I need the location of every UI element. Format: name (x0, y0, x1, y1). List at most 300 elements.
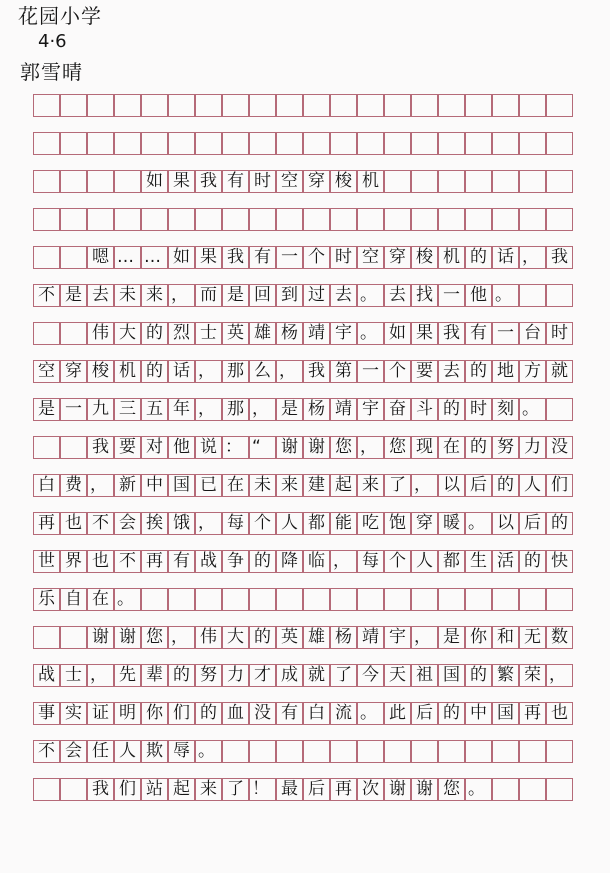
grid-cell: 谢 (303, 436, 330, 459)
grid-cell: ， (87, 474, 114, 497)
grid-cell: 成 (276, 664, 303, 687)
grid-cell: 们 (168, 702, 195, 725)
grid-cell: 英 (276, 626, 303, 649)
grid-row (33, 512, 573, 535)
grid-cell: 个 (249, 512, 276, 535)
grid-cell (114, 208, 141, 231)
grid-cell: 人 (411, 550, 438, 573)
grid-cell (141, 132, 168, 155)
grid-cell: 了 (222, 778, 249, 801)
grid-cell (303, 740, 330, 763)
grid-cell: 奋 (384, 398, 411, 421)
grid-cell (222, 740, 249, 763)
grid-cell: 那 (222, 398, 249, 421)
grid-cell: 荣 (519, 664, 546, 687)
grid-cell (330, 740, 357, 763)
grid-cell (465, 170, 492, 193)
grid-cell: 是 (438, 626, 465, 649)
grid-cell (249, 208, 276, 231)
grid-cell: 的 (195, 702, 222, 725)
grid-cell: 饱 (384, 512, 411, 535)
author-name: 郭雪晴 (20, 60, 83, 84)
grid-cell: 的 (141, 360, 168, 383)
grid-cell: 空 (357, 246, 384, 269)
grid-cell: 话 (168, 360, 195, 383)
grid-cell: 。 (357, 284, 384, 307)
grid-row (33, 436, 573, 459)
grid-cell (222, 208, 249, 231)
grid-cell: 的 (465, 664, 492, 687)
grid-cell: 时 (249, 170, 276, 193)
grid-cell: 在 (87, 588, 114, 611)
grid-cell: … (114, 246, 141, 269)
grid-cell (168, 132, 195, 155)
grid-cell (330, 588, 357, 611)
grid-cell: 乐 (33, 588, 60, 611)
grid-cell (195, 208, 222, 231)
grid-cell: 果 (168, 170, 195, 193)
grid-cell: 穿 (303, 170, 330, 193)
grid-cell: 以 (438, 474, 465, 497)
grid-cell: 有 (168, 550, 195, 573)
grid-cell: 白 (303, 702, 330, 725)
grid-cell: 的 (465, 436, 492, 459)
grid-row (33, 702, 573, 725)
grid-cell: 你 (465, 626, 492, 649)
grid-cell (438, 740, 465, 763)
grid-cell: 大 (222, 626, 249, 649)
grid-cell: 伟 (195, 626, 222, 649)
grid-cell: 不 (33, 740, 60, 763)
grid-cell: 也 (546, 702, 573, 725)
grid-cell: 明 (114, 702, 141, 725)
grid-cell (438, 94, 465, 117)
grid-cell (33, 778, 60, 801)
grid-cell: 士 (195, 322, 222, 345)
grid-cell: 起 (168, 778, 195, 801)
grid-row (33, 398, 573, 421)
grid-cell: … (141, 246, 168, 269)
grid-cell: 么 (249, 360, 276, 383)
grid-cell: 时 (465, 398, 492, 421)
grid-cell: 靖 (330, 398, 357, 421)
grid-cell (411, 170, 438, 193)
grid-cell: 杨 (330, 626, 357, 649)
grid-cell: 您 (384, 436, 411, 459)
grid-cell: 来 (276, 474, 303, 497)
grid-cell: 梭 (411, 246, 438, 269)
grid-cell (438, 588, 465, 611)
grid-row (33, 170, 573, 193)
grid-cell: 辱 (168, 740, 195, 763)
grid-cell: 机 (438, 246, 465, 269)
grid-cell (114, 132, 141, 155)
grid-cell: 国 (438, 664, 465, 687)
grid-cell: 就 (546, 360, 573, 383)
grid-cell (195, 132, 222, 155)
grid-cell (168, 208, 195, 231)
grid-cell: 去 (384, 284, 411, 307)
grid-cell: 每 (357, 550, 384, 573)
grid-cell (60, 626, 87, 649)
grid-cell: “ (249, 436, 276, 459)
grid-cell: 的 (438, 398, 465, 421)
grid-cell (465, 132, 492, 155)
grid-cell: 次 (357, 778, 384, 801)
grid-cell: 努 (492, 436, 519, 459)
grid-cell (492, 208, 519, 231)
grid-cell (276, 132, 303, 155)
grid-cell (438, 208, 465, 231)
grid-cell: 三 (114, 398, 141, 421)
grid-cell: 后 (303, 778, 330, 801)
grid-cell (60, 436, 87, 459)
grid-cell (303, 208, 330, 231)
grid-cell: 最 (276, 778, 303, 801)
grid-cell: ： (222, 436, 249, 459)
grid-cell: 快 (546, 550, 573, 573)
grid-cell: 繁 (492, 664, 519, 687)
grid-cell: 临 (303, 550, 330, 573)
grid-cell (222, 132, 249, 155)
grid-cell: 我 (87, 436, 114, 459)
grid-cell (330, 94, 357, 117)
grid-cell (519, 94, 546, 117)
grid-cell: 果 (411, 322, 438, 345)
grid-cell: 回 (249, 284, 276, 307)
grid-cell (492, 740, 519, 763)
grid-cell: 。 (114, 588, 141, 611)
grid-cell: 他 (465, 284, 492, 307)
grid-cell (492, 170, 519, 193)
grid-cell: 的 (465, 360, 492, 383)
grid-cell (357, 94, 384, 117)
grid-cell (33, 132, 60, 155)
grid-row (33, 94, 573, 117)
grid-cell: 饿 (168, 512, 195, 535)
grid-cell: 再 (141, 550, 168, 573)
grid-row (33, 740, 573, 763)
grid-row (33, 778, 573, 801)
grid-cell: 血 (222, 702, 249, 725)
grid-cell (411, 208, 438, 231)
grid-cell: 挨 (141, 512, 168, 535)
grid-cell: 起 (330, 474, 357, 497)
grid-cell: 是 (276, 398, 303, 421)
grid-cell: 九 (87, 398, 114, 421)
grid-cell: 降 (276, 550, 303, 573)
grid-cell (519, 132, 546, 155)
grid-cell: 一 (276, 246, 303, 269)
grid-cell: ， (330, 550, 357, 573)
grid-cell: 战 (33, 664, 60, 687)
grid-cell (438, 132, 465, 155)
grid-cell: 再 (519, 702, 546, 725)
grid-cell: 穿 (60, 360, 87, 383)
grid-cell: 此 (384, 702, 411, 725)
grid-cell: 任 (87, 740, 114, 763)
grid-cell (384, 170, 411, 193)
grid-cell (249, 132, 276, 155)
grid-cell: 。 (465, 512, 492, 535)
grid-cell: 。 (357, 702, 384, 725)
grid-cell: 努 (195, 664, 222, 687)
grid-cell: 的 (492, 474, 519, 497)
grid-cell (33, 208, 60, 231)
grid-cell: 和 (492, 626, 519, 649)
grid-cell: 吃 (357, 512, 384, 535)
grid-row (33, 208, 573, 231)
grid-cell: 没 (249, 702, 276, 725)
grid-cell: 大 (114, 322, 141, 345)
grid-row (33, 550, 573, 573)
grid-cell (519, 170, 546, 193)
grid-cell: 杨 (303, 398, 330, 421)
grid-cell (492, 94, 519, 117)
grid-cell: 的 (141, 322, 168, 345)
grid-cell: 杨 (276, 322, 303, 345)
grid-row (33, 284, 573, 307)
grid-cell: 一 (492, 322, 519, 345)
grid-cell: 个 (303, 246, 330, 269)
grid-cell (330, 132, 357, 155)
grid-cell: 如 (384, 322, 411, 345)
grid-cell (357, 588, 384, 611)
grid-cell (546, 170, 573, 193)
grid-cell: 未 (249, 474, 276, 497)
grid-cell (303, 588, 330, 611)
grid-cell: 刻 (492, 398, 519, 421)
grid-cell (492, 778, 519, 801)
grid-cell: ， (195, 398, 222, 421)
grid-cell (60, 132, 87, 155)
grid-cell: 了 (330, 664, 357, 687)
grid-cell: ！ (249, 778, 276, 801)
grid-cell: 宇 (330, 322, 357, 345)
grid-cell: 会 (60, 740, 87, 763)
grid-cell (249, 740, 276, 763)
grid-cell (87, 94, 114, 117)
grid-cell: 来 (357, 474, 384, 497)
grid-cell: 个 (384, 360, 411, 383)
grid-cell: 的 (249, 626, 276, 649)
grid-cell (60, 208, 87, 231)
grid-cell: 靖 (357, 626, 384, 649)
grid-cell: 国 (168, 474, 195, 497)
grid-cell: 天 (384, 664, 411, 687)
grid-cell: 欺 (141, 740, 168, 763)
grid-cell: 。 (519, 398, 546, 421)
grid-cell: 雄 (303, 626, 330, 649)
grid-cell: 第 (330, 360, 357, 383)
grid-cell: 都 (438, 550, 465, 573)
grid-cell: 后 (465, 474, 492, 497)
grid-cell: 们 (546, 474, 573, 497)
grid-cell: 去 (87, 284, 114, 307)
grid-cell: 费 (60, 474, 87, 497)
grid-cell (303, 94, 330, 117)
grid-cell: 已 (195, 474, 222, 497)
grid-cell: 我 (438, 322, 465, 345)
grid-cell (546, 588, 573, 611)
grid-cell (276, 588, 303, 611)
grid-cell (249, 94, 276, 117)
grid-cell (33, 170, 60, 193)
grid-cell: 是 (33, 398, 60, 421)
grid-cell: 新 (114, 474, 141, 497)
grid-cell: 先 (114, 664, 141, 687)
grid-cell: 空 (276, 170, 303, 193)
grid-cell: 的 (168, 664, 195, 687)
grid-cell (60, 170, 87, 193)
grid-cell: 伟 (87, 322, 114, 345)
grid-cell (114, 94, 141, 117)
grid-cell: 斗 (411, 398, 438, 421)
grid-cell (222, 94, 249, 117)
grid-cell: 有 (249, 246, 276, 269)
grid-cell (519, 740, 546, 763)
grid-cell (249, 588, 276, 611)
grid-cell (465, 588, 492, 611)
grid-cell: 争 (222, 550, 249, 573)
grid-cell (411, 94, 438, 117)
grid-cell: 有 (465, 322, 492, 345)
grid-cell: ， (168, 284, 195, 307)
grid-cell (384, 740, 411, 763)
grid-cell: 人 (519, 474, 546, 497)
grid-cell: 有 (222, 170, 249, 193)
grid-cell: ， (249, 398, 276, 421)
grid-cell: 果 (195, 246, 222, 269)
grid-cell (546, 94, 573, 117)
grid-cell (168, 588, 195, 611)
grid-cell (384, 588, 411, 611)
grid-cell (519, 588, 546, 611)
grid-cell (303, 132, 330, 155)
grid-cell: 梭 (330, 170, 357, 193)
grid-cell (465, 208, 492, 231)
grid-cell: 我 (222, 246, 249, 269)
grid-cell: ， (357, 436, 384, 459)
grid-cell: 是 (60, 284, 87, 307)
grid-cell (114, 170, 141, 193)
grid-cell: 而 (195, 284, 222, 307)
grid-cell: 烈 (168, 322, 195, 345)
grid-cell (276, 94, 303, 117)
grid-cell: 祖 (411, 664, 438, 687)
grid-cell: 再 (330, 778, 357, 801)
grid-cell: 是 (222, 284, 249, 307)
grid-cell: 人 (114, 740, 141, 763)
grid-cell (519, 284, 546, 307)
grid-cell: 穿 (411, 512, 438, 535)
grid-cell: 在 (222, 474, 249, 497)
grid-cell: 。 (465, 778, 492, 801)
grid-cell: 中 (141, 474, 168, 497)
grid-cell: 事 (33, 702, 60, 725)
grid-cell: 也 (87, 550, 114, 573)
grid-cell (141, 208, 168, 231)
grid-cell: 战 (195, 550, 222, 573)
grid-cell: 谢 (384, 778, 411, 801)
grid-cell (330, 208, 357, 231)
grid-cell: 说 (195, 436, 222, 459)
grid-cell: ， (168, 626, 195, 649)
grid-cell: 再 (33, 512, 60, 535)
grid-cell: 就 (303, 664, 330, 687)
grid-row (33, 132, 573, 155)
grid-cell (141, 588, 168, 611)
school-name: 花园小学 (18, 4, 102, 28)
grid-cell: 的 (519, 550, 546, 573)
grid-cell: 来 (195, 778, 222, 801)
grid-cell: 靖 (303, 322, 330, 345)
grid-cell: 后 (411, 702, 438, 725)
grid-cell: 白 (33, 474, 60, 497)
grid-cell (33, 94, 60, 117)
grid-cell: 们 (114, 778, 141, 801)
grid-cell (492, 132, 519, 155)
grid-cell: 人 (276, 512, 303, 535)
grid-cell: 对 (141, 436, 168, 459)
grid-cell: 。 (195, 740, 222, 763)
grid-cell (33, 626, 60, 649)
grid-cell: ， (195, 360, 222, 383)
grid-cell: 有 (276, 702, 303, 725)
grid-cell: 梭 (87, 360, 114, 383)
grid-cell (60, 778, 87, 801)
grid-cell: 谢 (276, 436, 303, 459)
grid-cell (357, 740, 384, 763)
grid-cell: 如 (141, 170, 168, 193)
grid-cell: 空 (33, 360, 60, 383)
class-number: 4·6 (38, 31, 67, 52)
grid-cell: ， (195, 512, 222, 535)
grid-cell: 一 (357, 360, 384, 383)
grid-cell: 谢 (114, 626, 141, 649)
grid-row (33, 626, 573, 649)
grid-cell: 去 (438, 360, 465, 383)
grid-cell (465, 740, 492, 763)
grid-cell: 也 (60, 512, 87, 535)
grid-cell: 辈 (141, 664, 168, 687)
grid-cell: 后 (519, 512, 546, 535)
grid-cell: ， (411, 474, 438, 497)
grid-cell: 的 (438, 702, 465, 725)
grid-cell (546, 208, 573, 231)
grid-row (33, 474, 573, 497)
grid-cell (87, 208, 114, 231)
grid-cell: 没 (546, 436, 573, 459)
grid-cell (519, 778, 546, 801)
grid-cell: 谢 (411, 778, 438, 801)
grid-cell: 士 (60, 664, 87, 687)
grid-cell (168, 94, 195, 117)
manuscript-grid (33, 94, 579, 873)
grid-cell: 一 (438, 284, 465, 307)
grid-cell (87, 170, 114, 193)
grid-cell (33, 322, 60, 345)
grid-cell (195, 588, 222, 611)
grid-cell: 生 (465, 550, 492, 573)
grid-cell: 。 (357, 322, 384, 345)
grid-cell: 台 (519, 322, 546, 345)
grid-cell: 不 (114, 550, 141, 573)
grid-cell: 您 (438, 778, 465, 801)
grid-cell: ， (87, 664, 114, 687)
grid-cell: 的 (465, 246, 492, 269)
grid-cell (546, 740, 573, 763)
